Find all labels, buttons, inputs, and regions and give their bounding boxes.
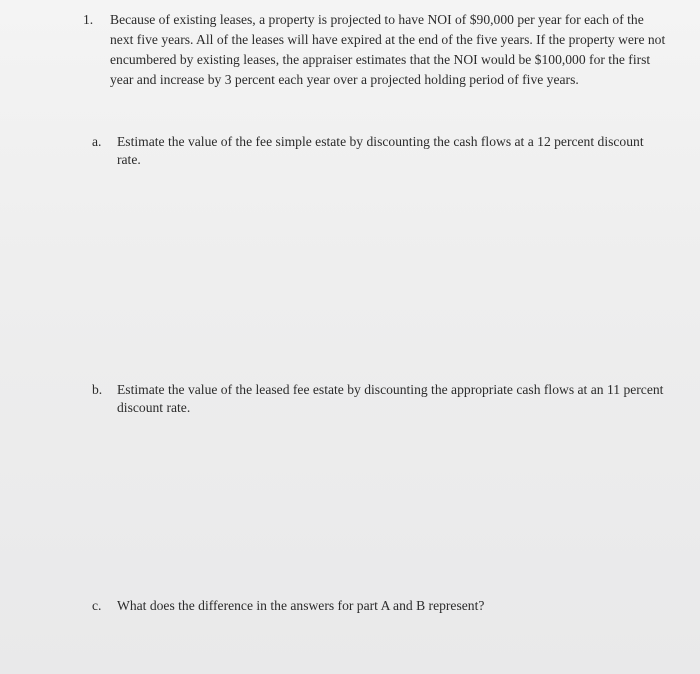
part-c-text: What does the difference in the answers for part A and B represent? xyxy=(117,598,485,613)
part-a-text: Estimate the value of the fee simple estate by discounting the cash flows at a 12 percent discount rate. xyxy=(117,134,644,167)
part-a xyxy=(92,133,672,169)
part-c-letter: c. xyxy=(92,598,102,613)
part-a-letter: a. xyxy=(92,134,102,149)
part-b-letter: b. xyxy=(92,382,103,397)
part-c xyxy=(92,597,672,615)
part-b-text: Estimate the value of the leased fee estate by discounting the appropriate cash flows at an 11 percent discount rate. xyxy=(117,382,664,415)
question-1 xyxy=(83,10,683,90)
question-number: 1. xyxy=(83,12,94,27)
question-text: Because of existing leases, a property is projected to have NOI of $90,000 per year for each of the next five years. All of the leases will have expired at the end of the five years. If the property were not encumbered by existing leases, the appraiser estimates that the NOI would be $100,000 for the first year and increase by 3 percent each year over a projected holding period of five years. xyxy=(110,12,666,87)
part-b xyxy=(92,381,672,417)
